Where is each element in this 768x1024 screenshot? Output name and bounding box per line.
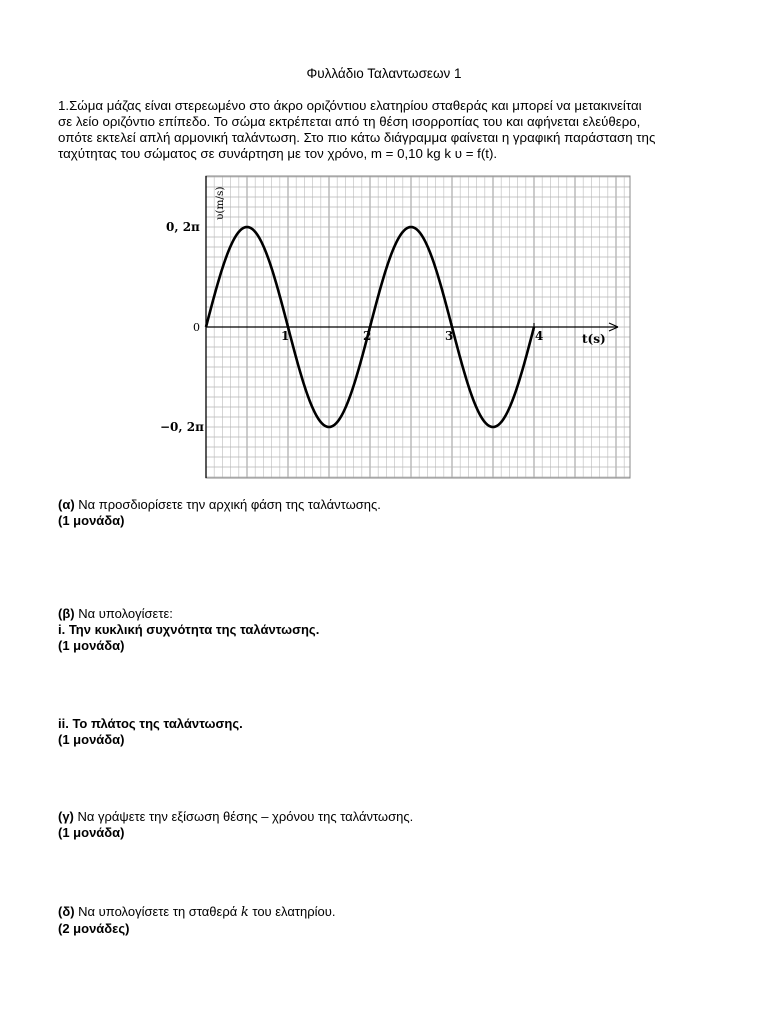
intro-line: ταχύτητας του σώματος σε συνάρτηση με τον χρόνο, m = 0,10 kg k υ = f(t).	[58, 146, 498, 161]
question-a-label: (α)	[58, 497, 75, 512]
y-tick-label: 0, 2π	[166, 220, 200, 234]
question-c	[58, 809, 413, 841]
x-axis-label: t(s)	[582, 332, 606, 346]
intro-line: 1.Σώμα μάζας είναι στερεωμένο στο άκρο οριζόντιου ελατηρίου σταθεράς και μπορεί να μετακινείται	[58, 98, 642, 113]
question-b	[58, 606, 319, 654]
question-a	[58, 497, 381, 529]
x-tick-label: 2	[363, 329, 372, 343]
page-title: Φυλλάδιο Ταλαντωσεων 1	[306, 66, 462, 81]
x-tick-label: 4	[535, 329, 544, 343]
origin-label: 0	[193, 321, 200, 334]
y-axis-label: υ(m/s)	[214, 186, 226, 220]
question-d-marks: (2 μονάδες)	[58, 921, 130, 936]
question-d	[58, 904, 335, 937]
intro-line: σε λείο οριζόντιο επίπεδο. Το σώμα εκτρέπεται από τη θέση ισορροπίας του και αφήνεται ελεύθερο,	[58, 114, 641, 129]
question-a-text: Να προσδιορίσετε την αρχική φάση της ταλάντωσης.	[74, 497, 381, 512]
question-d-text-before: Να υπολογίσετε τη σταθερά	[74, 904, 241, 919]
velocity-time-chart	[150, 168, 640, 483]
question-b-label: (β)	[58, 606, 75, 621]
chart-axes	[206, 176, 618, 478]
question-b-ii-text: ii. Το πλάτος της ταλάντωσης.	[58, 716, 243, 731]
y-tick-label: −0, 2π	[160, 420, 204, 434]
question-b-ii-marks: (1 μονάδα)	[58, 732, 125, 747]
question-b-text: Να υπολογίσετε:	[74, 606, 173, 621]
x-tick-label: 1	[281, 329, 290, 343]
question-c-label: (γ)	[58, 809, 74, 824]
question-b-i-text: i. Την κυκλική συχνότητα της ταλάντωσης.	[58, 622, 320, 637]
problem-statement	[58, 98, 738, 162]
x-tick-label: 3	[445, 329, 454, 343]
question-d-symbol: k	[240, 905, 249, 920]
question-d-text-after: του ελατηρίου.	[248, 904, 336, 919]
intro-line: οπότε εκτελεί απλή αρμονική ταλάντωση. Στο πιο κάτω διάγραμμα φαίνεται η γραφική παράσταση της	[58, 130, 656, 145]
question-b-ii	[58, 716, 243, 748]
question-a-marks: (1 μονάδα)	[58, 513, 125, 528]
question-d-label: (δ)	[58, 904, 75, 919]
question-b-i-marks: (1 μονάδα)	[58, 638, 125, 653]
question-c-text: Να γράψετε την εξίσωση θέσης – χρόνου της ταλάντωσης.	[73, 809, 414, 824]
question-c-marks: (1 μονάδα)	[58, 825, 125, 840]
